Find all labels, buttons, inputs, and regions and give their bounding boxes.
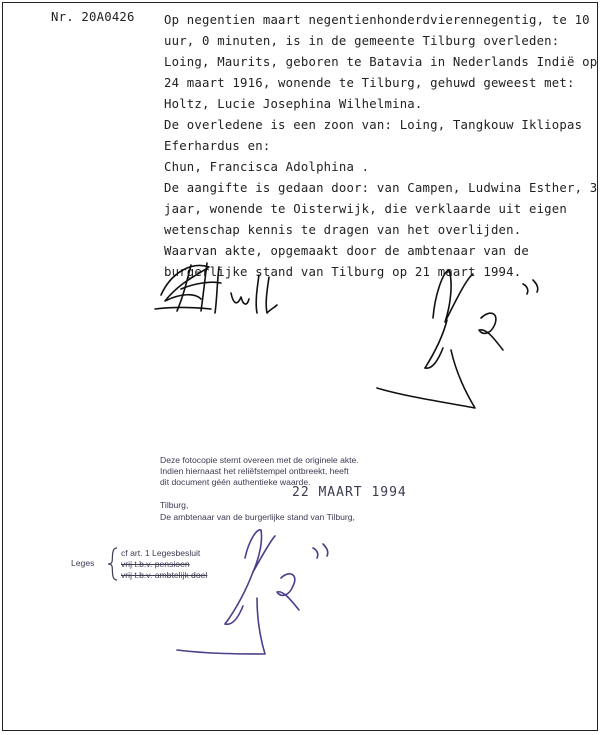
stamp-line: Indien hiernaast het reliëfstempel ontbreekt, heeft bbox=[160, 466, 349, 476]
act-text-line: wetenschap kennis te dragen van het overlijden. bbox=[164, 223, 522, 237]
stamp-line: Deze fotocopie stemt overeen met de originele akte. bbox=[160, 455, 359, 465]
act-text-line: jaar, wonende te Oisterwijk, die verklaarde uit eigen bbox=[164, 202, 567, 216]
stamp-place: Tilburg, bbox=[160, 500, 189, 510]
leges-item: vrij t.b.v. ambtelijk doel bbox=[121, 570, 208, 580]
act-text-line: Eferhardus en: bbox=[164, 139, 271, 153]
registrar-signature bbox=[363, 258, 563, 428]
stamp-signature bbox=[153, 518, 353, 688]
act-text-line: Holtz, Lucie Josephina Wilhelmina. bbox=[164, 97, 423, 111]
act-number: Nr. 20A0426 bbox=[51, 10, 135, 24]
stamp-date: 22 MAART 1994 bbox=[292, 485, 407, 500]
act-text-line: Loing, Maurits, geboren te Batavia in Nederlands Indië op bbox=[164, 55, 598, 69]
act-text-line: burgerlijke stand van Tilburg op 21 maart 1994. bbox=[164, 265, 522, 279]
leges-item: vrij t.b.v. pensioen bbox=[121, 559, 190, 569]
act-text-line: De overledene is een zoon van: Loing, Tangkouw Ikliopas bbox=[164, 118, 583, 132]
leges-label: Leges bbox=[71, 558, 95, 568]
stamp-official: De ambtenaar van de burgerlijke stand van Tilburg, bbox=[160, 512, 355, 522]
act-text-line: 24 maart 1916, wonende te Tilburg, gehuwd geweest met: bbox=[164, 76, 575, 90]
declarant-signature bbox=[151, 253, 291, 323]
act-text bbox=[164, 10, 598, 283]
stamp-line: dit document géén authentieke waarde. bbox=[160, 477, 311, 487]
brace-icon bbox=[107, 546, 119, 582]
leges-item: cf art. 1 Legesbesluit bbox=[121, 548, 201, 558]
act-text-line: Op negentien maart negentienhonderdvierennegentig, te 10 bbox=[164, 13, 590, 27]
act-text-line: Chun, Francisca Adolphina . bbox=[164, 160, 370, 174]
act-text-line: De aangifte is gedaan door: van Campen, Ludwina Esther, 3 bbox=[164, 181, 598, 195]
act-text-line: uur, 0 minuten, is in de gemeente Tilburg overleden: bbox=[164, 34, 560, 48]
act-text-line: Waarvan akte, opgemaakt door de ambtenaar van de bbox=[164, 244, 529, 258]
document-page bbox=[2, 2, 598, 731]
